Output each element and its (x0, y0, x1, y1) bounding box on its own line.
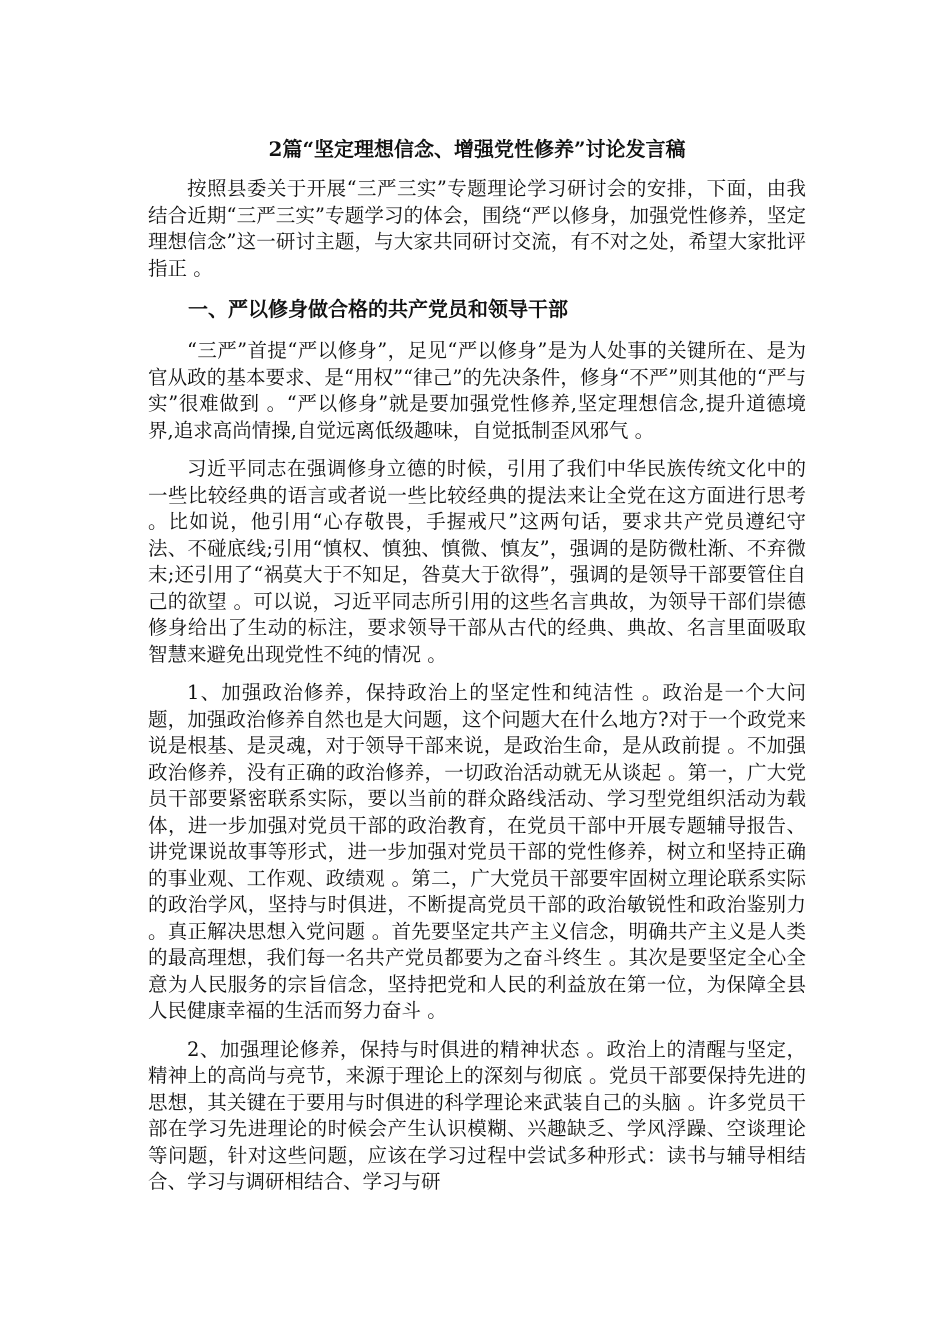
document-body (148, 134, 806, 1208)
body-paragraph: 2、加强理论修养，保持与时俱进的精神状态 。政治上的清醒与坚定，精神上的高尚与亮节，来源于理论上的深刻与彻底 。党员干部要保持先进的思想，其关键在于要用与时俱进的科学理论来武装自己的头脑 。许多党员干部在学习先进理论的时候会产生认识模糊、兴趣缺乏、学风浮躁、空谈理论等问题，针对这些问题，应该在学习过程中尝试多种形式：读书与辅导相结合、学习与调研相结合、学习与研 (148, 1037, 806, 1193)
document-title: 2篇“坚定理想信念、增强党性修养”讨论发言稿 (268, 137, 686, 161)
body-paragraph: 习近平同志在强调修身立德的时候，引用了我们中华民族传统文化中的一些比较经典的语言或者说一些比较经典的提法来让全党在这方面进行思考 。比如说，他引用“心存敬畏，手握戒尺”这两句话，要求共产党员遵纪守法、不碰底线;引用“慎权、慎独、慎微、慎友”，强调的是防微杜渐、不弃微末;还引用了“祸莫大于不知足，咎莫大于欲得”，强调的是领导干部要管住自己的欲望 。可以说，习近平同志所引用的这些名言典故，为领导干部们崇德修身给出了生动的标注，要求领导干部从古代的经典、典故、名言里面吸取智慧来避免出现党性不纯的情况 。 (148, 457, 806, 666)
intro-paragraph: 按照县委关于开展“三严三实”专题理论学习研讨会的安排，下面，由我结合近期“三严三实”专题学习的体会，围绕“严以修身，加强党性修养，坚定理想信念”这一研讨主题，与大家共同研讨交流，有不对之处，希望大家批评指正 。 (148, 177, 806, 280)
section-heading: 一、严以修身做合格的共产党员和领导干部 (188, 297, 568, 321)
body-paragraph: 1、加强政治修养，保持政治上的坚定性和纯洁性 。政治是一个大问题，加强政治修养自然也是大问题，这个问题大在什么地方?对于一个政党来说是根基、是灵魂，对于领导干部来说，是政治生命，是从政前提 。不加强政治修养，没有正确的政治修养，一切政治活动就无从谈起 。第一，广大党员干部要紧密联系实际，要以当前的群众路线活动、学习型党组织活动为载体，进一步加强对党员干部的政治教育，在党员干部中开展专题辅导报告、讲党课说故事等形式，进一步加强对党员干部的党性修养，树立和坚持正确的事业观、工作观、政绩观 。第二，广大党员干部要牢固树立理论联系实际的政治学风，坚持与时俱进，不断提高党员干部的政治敏锐性和政治鉴别力 。真正解决思想入党问题 。首先要坚定共产主义信念，明确共产主义是人类的最高理想，我们每一名共产党员都要为之奋斗终生 。其次是要坚定全心全意为人民服务的宗旨信念，坚持把党和人民的利益放在第一位，为保障全县人民健康幸福的生活而努力奋斗 。 (148, 681, 806, 1022)
body-paragraph: “三严”首提“严以修身”，足见“严以修身”是为人处事的关键所在、是为官从政的基本要求、是“用权”“律己”的先决条件，修身“不严”则其他的“严与实”很难做到 。“严以修身”就是要加强党性修养,坚定理想信念,提升道德境界,追求高尚情操,自觉远离低级趣味，自觉抵制歪风邪气 。 (148, 339, 806, 442)
